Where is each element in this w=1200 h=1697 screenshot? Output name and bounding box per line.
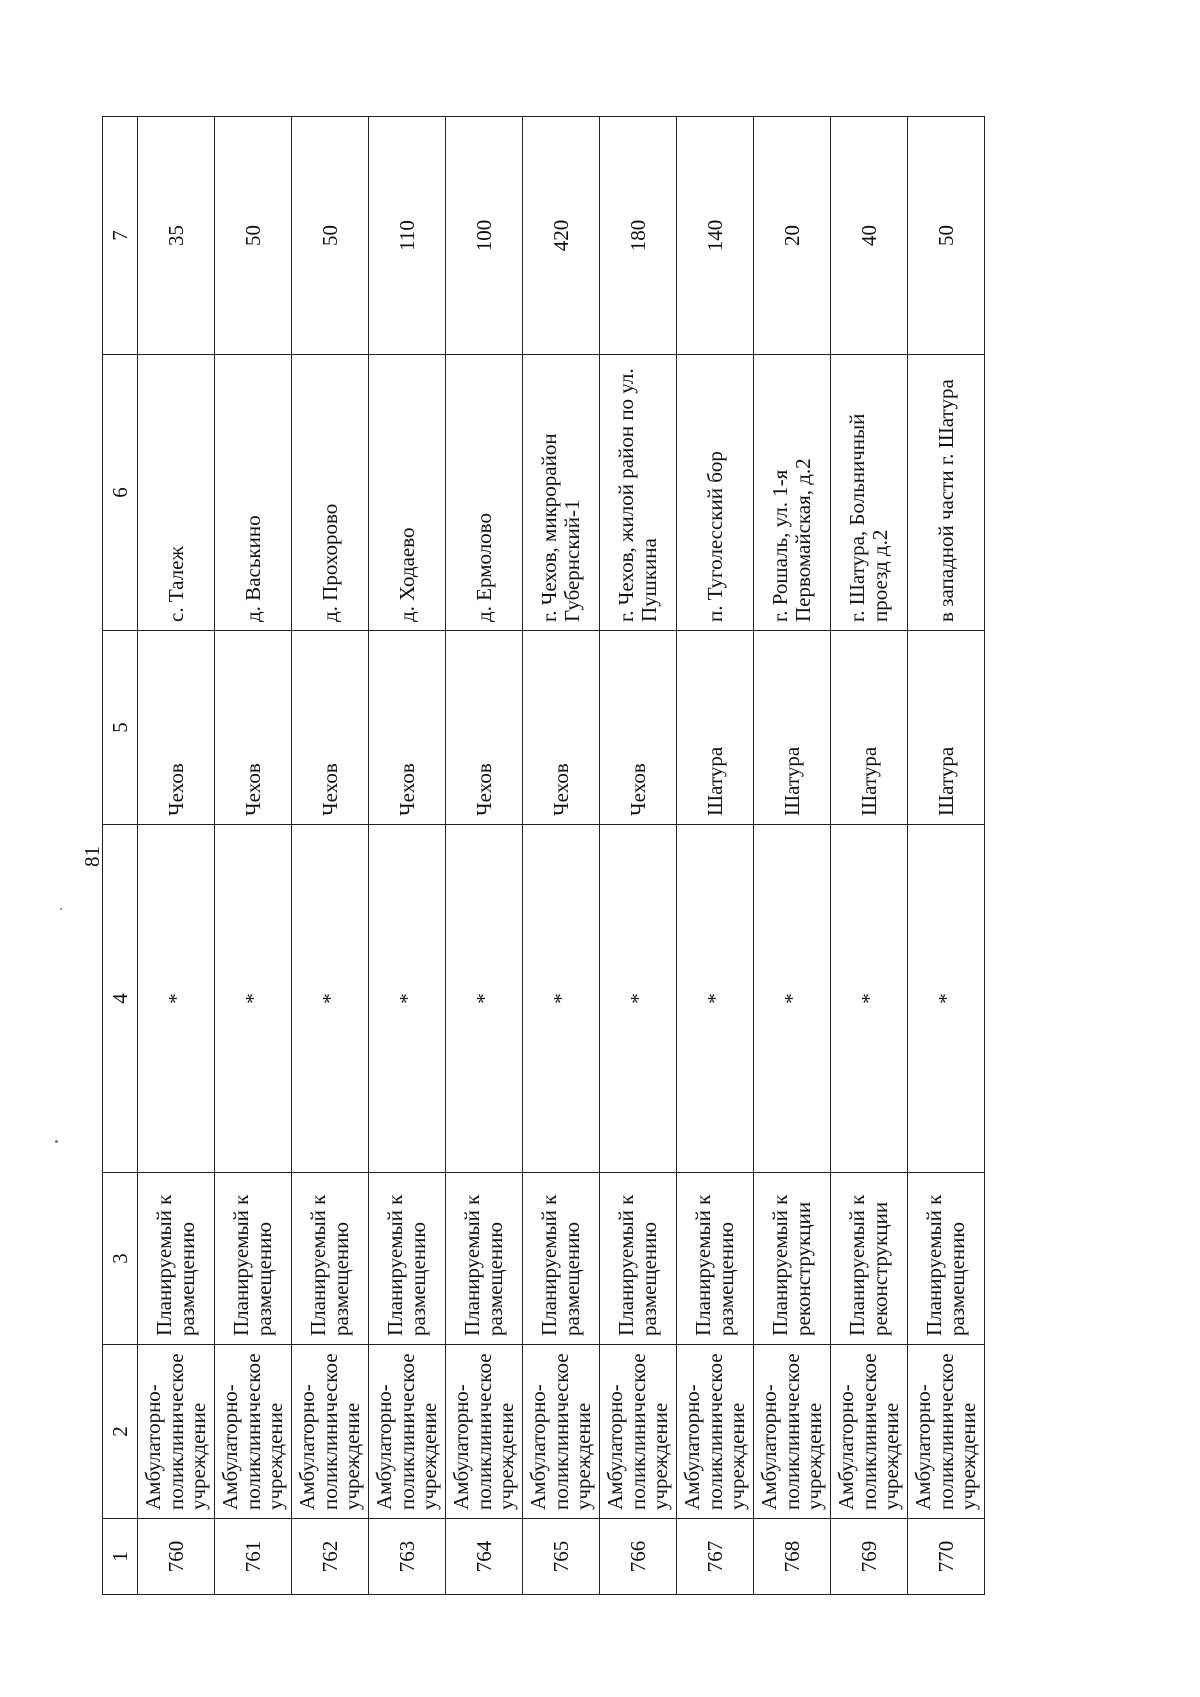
district-cell: Шатура bbox=[908, 631, 985, 825]
capacity-cell: 140 bbox=[677, 117, 754, 355]
status-cell: Планируемый к реконструкции bbox=[831, 1173, 908, 1345]
facility-table bbox=[102, 116, 985, 1595]
status-cell: Планируемый к размещению bbox=[677, 1173, 754, 1345]
row-number-cell: 770 bbox=[908, 1519, 985, 1595]
capacity-cell: 50 bbox=[292, 117, 369, 355]
status-cell: Планируемый к размещению bbox=[215, 1173, 292, 1345]
facility-type-cell: Амбулаторно-поликлиническое учреждение bbox=[215, 1345, 292, 1519]
district-cell: Чехов bbox=[600, 631, 677, 825]
capacity-cell: 50 bbox=[908, 117, 985, 355]
asterisk-mark-cell: * bbox=[138, 825, 215, 1173]
table-row bbox=[600, 117, 677, 1595]
table-row bbox=[908, 117, 985, 1595]
table-row bbox=[754, 117, 831, 1595]
capacity-cell: 110 bbox=[369, 117, 446, 355]
status-cell: Планируемый к размещению bbox=[600, 1173, 677, 1345]
district-cell: Чехов bbox=[215, 631, 292, 825]
table-row bbox=[292, 117, 369, 1595]
district-cell: Чехов bbox=[446, 631, 523, 825]
status-cell: Планируемый к размещению bbox=[292, 1173, 369, 1345]
location-cell: г. Чехов, микрорайон Губернский-1 bbox=[523, 355, 600, 631]
capacity-cell: 180 bbox=[600, 117, 677, 355]
capacity-cell: 100 bbox=[446, 117, 523, 355]
capacity-cell: 420 bbox=[523, 117, 600, 355]
capacity-cell: 50 bbox=[215, 117, 292, 355]
row-number-cell: 765 bbox=[523, 1519, 600, 1595]
asterisk-mark-cell: * bbox=[600, 825, 677, 1173]
facility-type-cell: Амбулаторно-поликлиническое учреждение bbox=[600, 1345, 677, 1519]
asterisk-mark-cell: * bbox=[369, 825, 446, 1173]
column-number-header: 7 bbox=[103, 117, 138, 355]
asterisk-mark-cell: * bbox=[292, 825, 369, 1173]
column-number-header: 6 bbox=[103, 355, 138, 631]
row-number-cell: 766 bbox=[600, 1519, 677, 1595]
district-cell: Чехов bbox=[369, 631, 446, 825]
status-cell: Планируемый к реконструкции bbox=[754, 1173, 831, 1345]
capacity-cell: 35 bbox=[138, 117, 215, 355]
location-cell: г. Шатура, Больничный проезд д.2 bbox=[831, 355, 908, 631]
table-row bbox=[446, 117, 523, 1595]
facility-type-cell: Амбулаторно-поликлиническое учреждение bbox=[138, 1345, 215, 1519]
facility-type-cell: Амбулаторно-поликлиническое учреждение bbox=[831, 1345, 908, 1519]
location-cell: в западной части г. Шатура bbox=[908, 355, 985, 631]
facility-type-cell: Амбулаторно-поликлиническое учреждение bbox=[677, 1345, 754, 1519]
row-number-cell: 764 bbox=[446, 1519, 523, 1595]
district-cell: Чехов bbox=[523, 631, 600, 825]
column-number-header: 2 bbox=[103, 1345, 138, 1519]
status-cell: Планируемый к размещению bbox=[908, 1173, 985, 1345]
table-row bbox=[215, 117, 292, 1595]
column-number-header: 4 bbox=[103, 825, 138, 1173]
table-body bbox=[138, 117, 985, 1595]
district-cell: Чехов bbox=[138, 631, 215, 825]
location-cell: д. Прохорово bbox=[292, 355, 369, 631]
column-number-row bbox=[103, 117, 138, 1595]
asterisk-mark-cell: * bbox=[831, 825, 908, 1173]
row-number-cell: 768 bbox=[754, 1519, 831, 1595]
location-cell: д. Ходаево bbox=[369, 355, 446, 631]
row-number-cell: 760 bbox=[138, 1519, 215, 1595]
location-cell: с. Талеж bbox=[138, 355, 215, 631]
location-cell: г. Чехов, жилой район по ул. Пушкина bbox=[600, 355, 677, 631]
asterisk-mark-cell: * bbox=[215, 825, 292, 1173]
district-cell: Шатура bbox=[677, 631, 754, 825]
table-row bbox=[523, 117, 600, 1595]
status-cell: Планируемый к размещению bbox=[446, 1173, 523, 1345]
column-number-header: 1 bbox=[103, 1519, 138, 1595]
district-cell: Чехов bbox=[292, 631, 369, 825]
facility-type-cell: Амбулаторно-поликлиническое учреждение bbox=[292, 1345, 369, 1519]
column-number-header: 5 bbox=[103, 631, 138, 825]
location-cell: д. Васькино bbox=[215, 355, 292, 631]
facility-type-cell: Амбулаторно-поликлиническое учреждение bbox=[754, 1345, 831, 1519]
facility-type-cell: Амбулаторно-поликлиническое учреждение bbox=[523, 1345, 600, 1519]
district-cell: Шатура bbox=[831, 631, 908, 825]
table-row bbox=[138, 117, 215, 1595]
asterisk-mark-cell: * bbox=[523, 825, 600, 1173]
table-row bbox=[677, 117, 754, 1595]
status-cell: Планируемый к размещению bbox=[369, 1173, 446, 1345]
row-number-cell: 769 bbox=[831, 1519, 908, 1595]
status-cell: Планируемый к размещению bbox=[523, 1173, 600, 1345]
location-cell: д. Ермолово bbox=[446, 355, 523, 631]
table-row bbox=[369, 117, 446, 1595]
asterisk-mark-cell: * bbox=[908, 825, 985, 1173]
row-number-cell: 763 bbox=[369, 1519, 446, 1595]
capacity-cell: 20 bbox=[754, 117, 831, 355]
asterisk-mark-cell: * bbox=[677, 825, 754, 1173]
page-number: 81 bbox=[80, 846, 104, 867]
asterisk-mark-cell: * bbox=[754, 825, 831, 1173]
status-cell: Планируемый к размещению bbox=[138, 1173, 215, 1345]
row-number-cell: 761 bbox=[215, 1519, 292, 1595]
facility-type-cell: Амбулаторно-поликлиническое учреждение bbox=[446, 1345, 523, 1519]
asterisk-mark-cell: * bbox=[446, 825, 523, 1173]
facility-type-cell: Амбулаторно-поликлиническое учреждение bbox=[369, 1345, 446, 1519]
district-cell: Шатура bbox=[754, 631, 831, 825]
table-row bbox=[831, 117, 908, 1595]
column-number-header: 3 bbox=[103, 1173, 138, 1345]
location-cell: п. Туголесский бор bbox=[677, 355, 754, 631]
row-number-cell: 767 bbox=[677, 1519, 754, 1595]
capacity-cell: 40 bbox=[831, 117, 908, 355]
facility-type-cell: Амбулаторно-поликлиническое учреждение bbox=[908, 1345, 985, 1519]
location-cell: г. Рошаль, ул. 1-я Первомайская, д.2 bbox=[754, 355, 831, 631]
row-number-cell: 762 bbox=[292, 1519, 369, 1595]
